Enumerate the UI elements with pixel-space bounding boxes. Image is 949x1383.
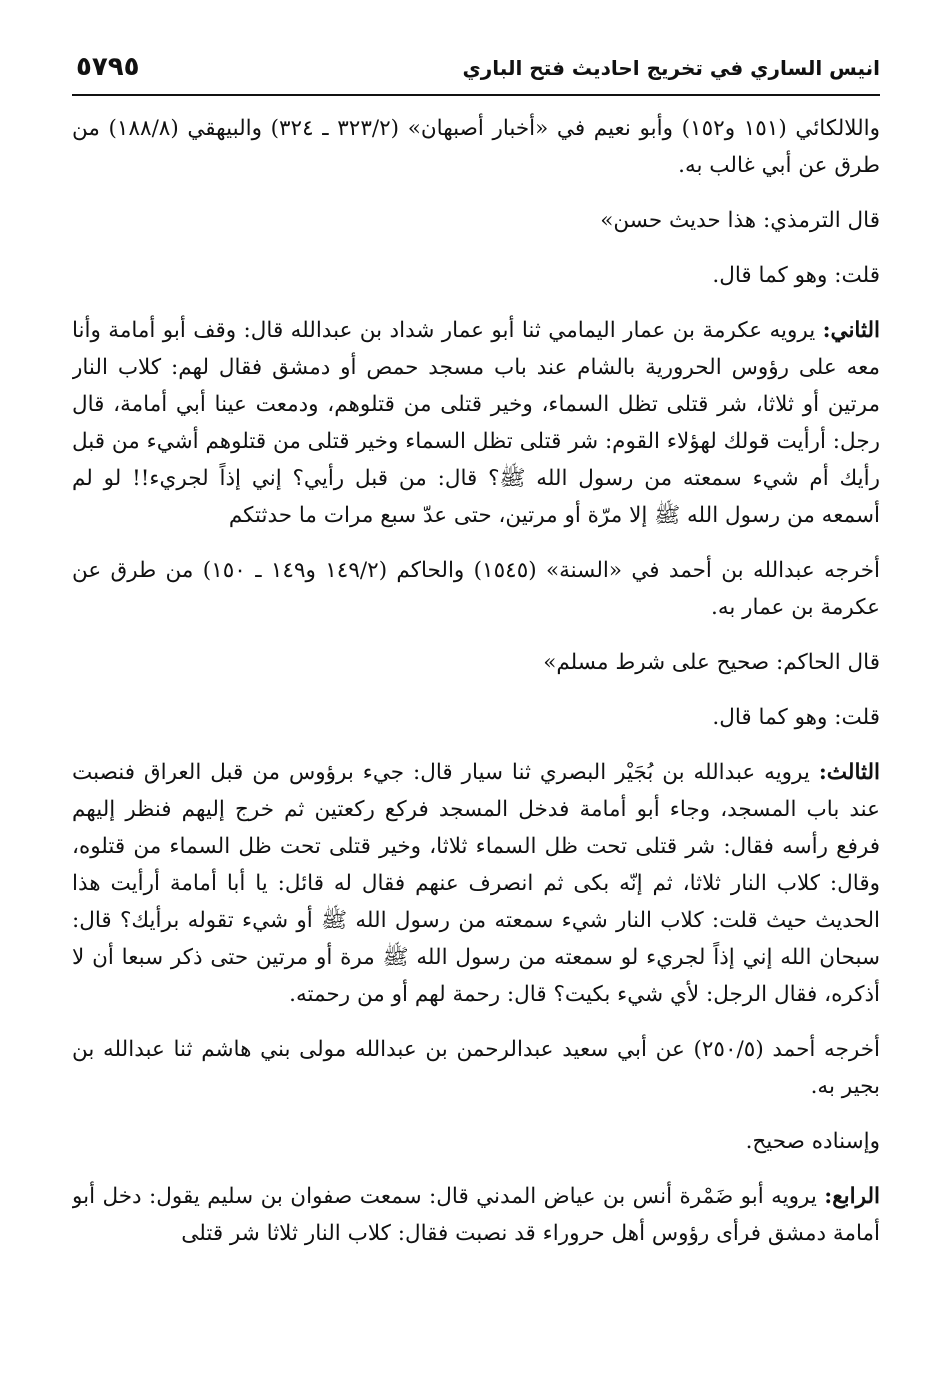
- paragraph: [72, 110, 880, 184]
- paragraph-text: أخرجه أحمد (٢٥٠/٥) عن أبي سعيد عبدالرحمن بن عبدالله مولى بني هاشم ثنا عبدالله بن بجير به.: [72, 1037, 880, 1099]
- paragraph-text: وإسناده صحيح.: [745, 1129, 880, 1154]
- paragraph-text: قال الترمذي: هذا حديث حسن»: [600, 208, 880, 233]
- paragraph: [72, 1031, 880, 1105]
- paragraph-text: واللالكائي (١٥١ و١٥٢) وأبو نعيم في «أخبار أصبهان» (٣٢٣/٢ ـ ٣٢٤) والبيهقي (١٨٨/٨) من طرق عن أبي غالب به.: [72, 116, 880, 178]
- paragraph-text: قلت: وهو كما قال.: [712, 705, 880, 730]
- running-header: [72, 44, 880, 96]
- body-text: [72, 96, 880, 1252]
- paragraph: [72, 202, 880, 239]
- paragraph: [72, 1178, 880, 1252]
- paragraph: [72, 552, 880, 626]
- running-title: انيس الساري في تخريج احاديث فتح الباري: [462, 56, 880, 80]
- paragraph: [72, 257, 880, 294]
- paragraph-text: أخرجه عبدالله بن أحمد في «السنة» (١٥٤٥) والحاكم (١٤٩/٢ و١٤٩ ـ ١٥٠) من طرق عن عكرمة بن عمار به.: [72, 558, 880, 620]
- page-number: ٥٧٩٥: [76, 52, 140, 82]
- paragraph-text: قلت: وهو كما قال.: [712, 263, 880, 288]
- paragraph: [72, 754, 880, 1013]
- paragraph-text: يرويه عبدالله بن بُجَيْر البصري ثنا سيار قال: جيء برؤوس من قبل العراق فنصبت عند باب المسجد، وجاء أبو أمامة فدخل المسجد فركع ركعتين ثم خرج إليهم فنظر إليهم فرفع رأسه فقال: شر قتلى تحت ظل السماء ثلاثا، وخير قتلى تحت ظل السماء من قتلوه، وقال: كلاب النار ثلاثا، ثم إنّه بكى ثم انصرف عنهم فقال له قائل: يا أبا أمامة أرأيت هذا الحديث حيث قلت: كلاب النار شيء سمعته من رسول الله ﷺ أو شيء تقوله برأيك؟ قال: سبحان الله إني إذاً لجريء لو سمعته من رسول الله ﷺ مرة أو مرتين حتى ذكر سبعا أن لا أذكره، فقال الرجل: لأي شيء بكيت؟ قال: رحمة لهم أو من رحمته.: [72, 760, 880, 1007]
- paragraph: [72, 644, 880, 681]
- book-page: [72, 44, 880, 1364]
- paragraph: [72, 699, 880, 736]
- paragraph-lead: الثالث:: [818, 760, 880, 785]
- paragraph-text: يرويه عكرمة بن عمار اليمامي ثنا أبو عمار شداد بن عبدالله قال: وقف أبو أمامة وأنا معه على رؤوس الحرورية بالشام عند باب مسجد حمص أو دمشق فقال لهم: كلاب النار مرتين أو ثلاثا، شر قتلى تظل السماء، وخير قتلى من قتلوهم، ودمعت عينا أبي أمامة، قال رجل: أرأيت قولك لهؤلاء القوم: شر قتلى تظل السماء وخير قتلى من قتلوهم أشيء من قبل رأيك أم شيء سمعته من رسول الله ﷺ؟ قال: من قبل رأيي؟ إني إذاً لجريء!! لو لم أسمعه من رسول الله ﷺ إلا مرّة أو مرتين، حتى عدّ سبع مرات ما حدثتكم: [72, 318, 880, 528]
- paragraph: [72, 1123, 880, 1160]
- paragraph-lead: الثاني:: [822, 318, 880, 343]
- paragraph-lead: الرابع:: [824, 1184, 880, 1209]
- paragraph-text: يرويه أبو ضَمْرة أنس بن عياض المدني قال: سمعت صفوان بن سليم يقول: دخل أبو أمامة دمشق فرأى رؤوس أهل حروراء قد نصبت فقال: كلاب النار ثلاثا شر قتلى: [72, 1184, 880, 1246]
- paragraph: [72, 312, 880, 534]
- paragraph-text: قال الحاكم: صحيح على شرط مسلم»: [543, 650, 880, 675]
